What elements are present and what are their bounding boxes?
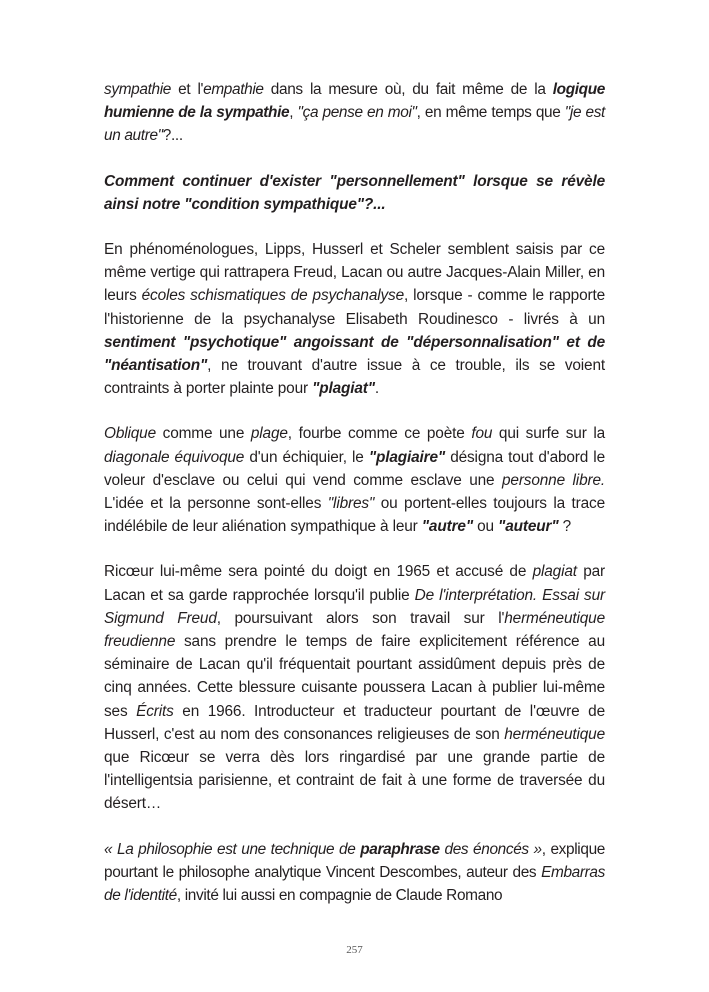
text-run: , fourbe comme ce poète xyxy=(287,425,472,443)
text-run: ? xyxy=(558,518,572,536)
italic-text: Écrits xyxy=(136,702,174,720)
text-run: d'un échiquier, le xyxy=(244,448,369,466)
paragraph-philosophie xyxy=(104,838,605,908)
text-run: , invité lui aussi en compagnie de Claude Romano xyxy=(176,887,503,905)
emphasis-text: "plagiat" xyxy=(312,380,375,398)
emphasis-text: "autre" xyxy=(421,518,473,536)
italic-text: "je est un autre" xyxy=(104,104,605,145)
text-run: sans prendre le temps de faire explicitement référence au séminaire de Lacan qu'il fréquentait pourtant assidûment depuis près de cinq années. Cette blessure cuisante poussera Lacan à publier lui-même ses xyxy=(104,633,605,720)
bold-italic-text xyxy=(498,518,558,535)
text-run: , explique pourtant le philosophe analytique Vincent Descombes, auteur des xyxy=(104,840,605,881)
emphasis-text: logique humienne de la sympathie xyxy=(104,81,605,122)
text-run: ?... xyxy=(162,127,183,145)
emphasis-text: paraphrase xyxy=(360,840,440,858)
text-run: , lorsque - comme le rapporte l'historienne de la psychanalyse Elisabeth Roudinesco - livrés à un xyxy=(104,287,605,328)
text-run: L'idée et la personne sont-elles xyxy=(104,495,328,513)
bold-italic-text xyxy=(369,449,445,466)
emphasis-text: "plagiaire" xyxy=(368,448,446,466)
italic-text: herméneutique freudienne xyxy=(104,609,605,651)
text-run: En phénoménologues, Lipps, Husserl et Scheler semblent saisis par ce même vertige qui rattrapera Freud, Lacan ou autre Jacques-Alain Miller, en leurs xyxy=(104,241,605,305)
bold-italic-text xyxy=(312,380,375,397)
text-run: par Lacan et sa garde rapprochée lorsqu'il publie xyxy=(104,563,605,604)
italic-text: sympathie xyxy=(104,81,171,98)
text-run: , ne trouvant d'autre issue à ce trouble, ils se voient contraints à porter plainte pour xyxy=(104,357,605,398)
italic-text: diagonale équivoque xyxy=(104,448,245,466)
italic-text: Oblique xyxy=(104,425,156,443)
italic-text: plagiat xyxy=(532,563,577,581)
emphasis-text: sentiment "psychotique" angoissant de "dépersonnalisation" et de "néantisation" xyxy=(104,333,605,375)
page-body xyxy=(104,78,605,929)
italic-text: personne libre. xyxy=(502,471,605,489)
bold-italic-text xyxy=(104,173,605,213)
text-run: ou portent-elles toujours la trace indélébile de leur aliénation sympathique à leur xyxy=(104,495,605,536)
paragraph-sympathie xyxy=(104,78,605,148)
text-run: désigna tout d'abord le voleur d'esclave ou celui qui vend comme esclave une xyxy=(104,448,605,489)
emphasis-text: Comment continuer d'exister "personnellement" lorsque se révèle ainsi notre "condition sympathique"?... xyxy=(104,172,605,213)
page-number: 257 xyxy=(346,944,363,956)
italic-text: « La philosophie est une technique de xyxy=(104,840,361,858)
italic-text: herméneutique xyxy=(504,725,605,743)
paragraph-oblique xyxy=(104,422,605,538)
paragraph-ricoeur xyxy=(104,560,605,815)
italic-text: fou xyxy=(471,425,493,443)
emphasis-text: "auteur" xyxy=(498,518,559,536)
italic-text: des énoncés » xyxy=(439,840,542,858)
paragraph-phenomenologues xyxy=(104,238,605,400)
italic-text: "libres" xyxy=(327,495,375,513)
text-run: ou xyxy=(472,518,499,536)
text-run: comme une xyxy=(156,425,251,443)
italic-text: écoles schismatiques de psychanalyse xyxy=(141,287,405,305)
text-run: Ricœur lui-même sera pointé du doigt en 1965 et accusé de xyxy=(104,563,533,581)
text-run: , poursuivant alors son travail sur l' xyxy=(216,609,505,627)
bold-italic-text xyxy=(360,841,439,858)
text-run: , en même temps que xyxy=(416,104,565,122)
text-run: dans la mesure où, du fait même de la xyxy=(263,81,553,98)
italic-text: plage xyxy=(250,425,288,443)
text-run: en 1966. Introducteur et traducteur pourtant de l'œuvre de Husserl, c'est au nom des consonances religieuses de son xyxy=(104,702,605,743)
italic-text: Embarras de l'identité xyxy=(104,863,605,905)
text-run: que Ricœur se verra dès lors ringardisé par une grande partie de l'intelligentsia parisienne, et contraint de fait à une forme de traversée du désert… xyxy=(104,749,605,813)
text-run: , xyxy=(289,104,298,122)
italic-text: "ça pense en moi" xyxy=(297,104,417,122)
italic-text: De l'interprétation. Essai sur Sigmund Freud xyxy=(104,586,605,627)
bold-italic-text xyxy=(422,518,473,535)
text-run: . xyxy=(374,380,380,398)
paragraph-question xyxy=(104,170,605,216)
italic-text: empathie xyxy=(203,81,264,98)
text-run: qui surfe sur la xyxy=(492,425,606,443)
text-run: et l' xyxy=(171,81,204,98)
